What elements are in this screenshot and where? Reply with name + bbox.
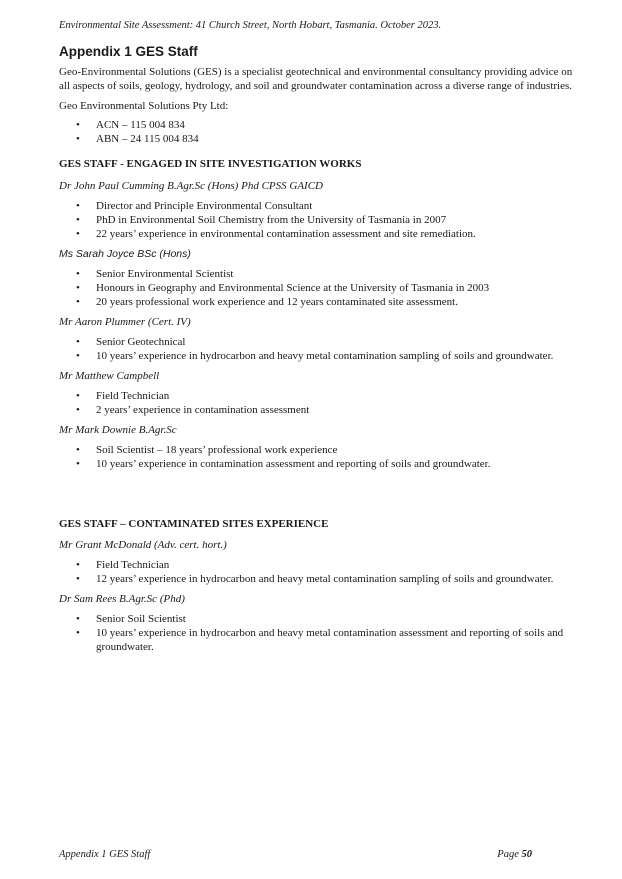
staff-name: Dr John Paul Cumming B.Agr.Sc (Hons) Phd CPSS GAICD — [59, 180, 323, 192]
page-footer — [59, 849, 532, 860]
list-item: • PhD in Environmental Soil Chemistry from the University of Tasmania in 2007 — [59, 213, 584, 227]
list-item: • Field Technician — [59, 558, 584, 572]
list-item: • ACN – 115 004 834 — [59, 118, 584, 132]
page-label: Page — [497, 849, 519, 860]
section-heading-site-investigation: GES STAFF - ENGAGED IN SITE INVESTIGATION WORKS — [59, 158, 362, 170]
staff-name: Mr Matthew Campbell — [59, 370, 160, 382]
list-item: • Director and Principle Environmental Consultant — [59, 199, 584, 213]
list-item: • 10 years’ experience in contamination assessment and reporting of soils and groundwater. — [59, 457, 584, 471]
staff-name: Mr Grant McDonald (Adv. cert. hort.) — [59, 539, 227, 551]
list-item: • ABN – 24 115 004 834 — [59, 132, 584, 146]
section-heading-contaminated-sites: GES STAFF – CONTAMINATED SITES EXPERIENCE — [59, 518, 329, 530]
page-number-value: 50 — [521, 849, 532, 860]
staff-name: Mr Aaron Plummer (Cert. IV) — [59, 316, 191, 328]
staff-points-list — [59, 199, 584, 241]
list-item: • Honours in Geography and Environmental Science at the University of Tasmania in 2003 — [59, 281, 584, 295]
staff-name: Dr Sam Rees B.Agr.Sc (Phd) — [59, 593, 185, 605]
staff-name: Mr Mark Downie B.Agr.Sc — [59, 424, 177, 436]
staff-points-list — [59, 335, 584, 363]
list-item: • Senior Soil Scientist — [59, 612, 584, 626]
list-item: • 10 years’ experience in hydrocarbon and heavy metal contamination assessment and reporting of soils and groundwater. — [59, 626, 584, 654]
staff-name: Ms Sarah Joyce BSc (Hons) — [59, 248, 191, 260]
list-item: • Field Technician — [59, 389, 584, 403]
list-item: • 2 years’ experience in contamination assessment — [59, 403, 584, 417]
list-item: • Soil Scientist – 18 years’ professional work experience — [59, 443, 584, 457]
staff-points-list — [59, 443, 584, 471]
list-item: • 12 years’ experience in hydrocarbon and heavy metal contamination sampling of soils and groundwater. — [59, 572, 584, 586]
list-item: • 10 years’ experience in hydrocarbon and heavy metal contamination sampling of soils and groundwater. — [59, 349, 584, 363]
document-body — [59, 43, 584, 654]
page-number — [497, 849, 532, 860]
list-item: • Senior Geotechnical — [59, 335, 584, 349]
page-header: Environmental Site Assessment: 41 Church Street, North Hobart, Tasmania. October 2023. — [59, 20, 442, 31]
page-title: Appendix 1 GES Staff — [59, 44, 198, 59]
list-item: • Senior Environmental Scientist — [59, 267, 584, 281]
company-name: Geo Environmental Solutions Pty Ltd: — [59, 100, 229, 112]
footer-title: Appendix 1 GES Staff — [59, 849, 151, 860]
list-item: • 20 years professional work experience and 12 years contaminated site assessment. — [59, 295, 584, 309]
staff-points-list — [59, 267, 584, 309]
company-ids-list — [59, 118, 584, 146]
staff-points-list — [59, 389, 584, 417]
intro-paragraph: Geo-Environmental Solutions (GES) is a specialist geotechnical and environmental consultancy providing advice on all aspects of soils, geology, hydrology, and soil and groundwater contamination across a diverse range of industries. — [59, 66, 573, 92]
list-item: • 22 years’ experience in environmental contamination assessment and site remediation. — [59, 227, 584, 241]
staff-points-list — [59, 612, 584, 654]
staff-points-list — [59, 558, 584, 586]
